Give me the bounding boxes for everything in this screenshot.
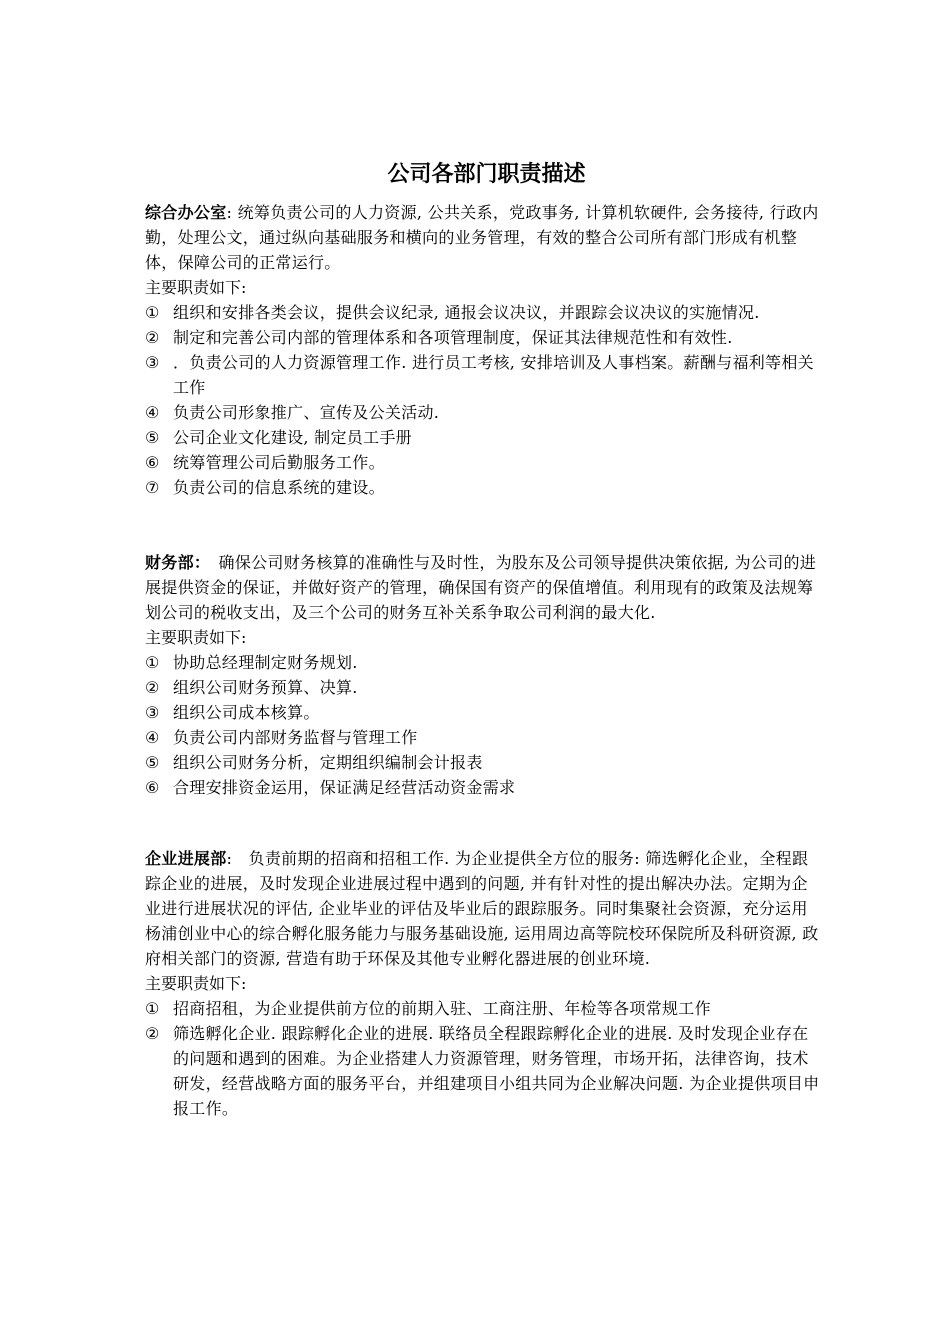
item-number: ⑥ [145, 453, 160, 472]
list-item [145, 450, 820, 475]
responsibilities-heading: 主要职责如下: [145, 278, 247, 297]
list-item [145, 725, 820, 750]
item-number: ⑤ [145, 428, 160, 447]
list-item [145, 1021, 820, 1121]
item-number: ③ [145, 703, 160, 722]
responsibility-list [145, 300, 820, 500]
item-text: 统筹管理公司后勤服务工作。 [173, 453, 385, 472]
section-spacer [145, 500, 820, 550]
item-number: ① [145, 653, 160, 672]
item-text: 合理安排资金运用，保证满足经营活动资金需求 [173, 778, 516, 797]
section-general-office [145, 200, 820, 500]
department-description-text: 负责前期的招商和招租工作. 为企业提供全方位的服务: 筛选孵化企业，全程跟踪企业的进展，及时发现企业进展过程中遇到的问题, 并有针对性的提出解决办法。定期为企业进行进展状况的评估, 企业毕业的评估及毕业后的跟踪服务。同时集聚社会资源，充分运用杨浦创业中心的综合孵化服务能力与服务基础设施, 运用周边高等院校环保院所及科研资源, 政府相关部门的资源, 营造有助于环保及其他专业孵化器进展的创业环境. [145, 849, 819, 968]
item-number: ④ [145, 403, 160, 422]
item-number: ④ [145, 728, 160, 747]
department-separator: : [226, 203, 233, 222]
item-text: 招商招租，为企业提供前方位的前期入驻、工商注册、年检等各项常规工作 [173, 999, 711, 1018]
item-number: ⑦ [145, 478, 160, 497]
item-text: 负责公司内部财务监督与管理工作 [173, 728, 418, 747]
department-separator: : [226, 849, 233, 868]
document-title: 公司各部门职责描述 [387, 161, 586, 187]
item-number: ① [145, 999, 160, 1018]
list-item [145, 350, 820, 400]
item-text: 组织和安排各类会议，提供会议纪录, 通报会议决议，并跟踪会议决议的实施情况. [173, 303, 760, 322]
responsibility-list [145, 996, 820, 1121]
item-number: ⑤ [145, 753, 160, 772]
section-description [145, 846, 820, 971]
item-text: 筛选孵化企业. 跟踪孵化企业的进展. 联络员全程跟踪孵化企业的进展. 及时发现企业存在的问题和遇到的困难。为企业搭建人力资源管理，财务管理，市场开拓，法律咨询，技术研发，经营战略方面的服务平台，并组建项目小组共同为企业解决问题. 为企业提供项目申报工作。 [173, 1024, 820, 1118]
item-text: 制定和完善公司内部的管理体系和各项管理制度，保证其法律规范性和有效性. [173, 328, 733, 347]
department-name: 企业进展部 [145, 849, 227, 868]
section-description [145, 200, 820, 275]
section-enterprise-development [145, 846, 820, 1121]
department-separator: ： [193, 553, 203, 572]
item-number: ⑥ [145, 778, 160, 797]
department-description-text: 确保公司财务核算的准确性与及时性，为股东及公司领导提供决策依据, 为公司的进展提供资金的保证，并做好资产的管理，确保国有资产的保值增值。利用现有的政策及法规筹划公司的税收支出，及三个公司的财务互补关系争取公司利润的最大化. [145, 553, 817, 622]
item-text: ．负责公司的人力资源管理工作. 进行员工考核, 安排培训及人事档案。薪酬与福利等相关工作 [173, 353, 814, 397]
responsibilities-heading: 主要职责如下: [145, 628, 247, 647]
section-spacer [145, 800, 820, 846]
item-number: ② [145, 678, 160, 697]
item-number: ② [145, 1024, 160, 1043]
responsibilities-heading: 主要职责如下: [145, 974, 247, 993]
list-item [145, 425, 820, 450]
section-description [145, 550, 820, 625]
list-item [145, 475, 820, 500]
responsibility-list [145, 650, 820, 800]
list-item [145, 675, 820, 700]
department-name: 财务部 [145, 553, 194, 572]
item-text: 协助总经理制定财务规划. [173, 653, 358, 672]
item-text: 公司企业文化建设, 制定员工手册 [173, 428, 412, 447]
list-item [145, 300, 820, 325]
item-text: 组织公司财务预算、决算. [173, 678, 358, 697]
section-finance [145, 550, 820, 800]
item-number: ② [145, 328, 160, 347]
list-item [145, 325, 820, 350]
list-item [145, 700, 820, 725]
department-name: 综合办公室 [145, 203, 227, 222]
list-item [145, 750, 820, 775]
list-item [145, 400, 820, 425]
list-item [145, 775, 820, 800]
item-text: 组织公司财务分析，定期组织编制会计报表 [173, 753, 483, 772]
item-text: 负责公司的信息系统的建设。 [173, 478, 385, 497]
item-number: ③ [145, 353, 160, 372]
item-text: 组织公司成本核算。 [173, 703, 320, 722]
item-text: 负责公司形象推广、宣传及公关活动. [173, 403, 440, 422]
list-item [145, 996, 820, 1021]
item-number: ① [145, 303, 160, 322]
list-item [145, 650, 820, 675]
department-description-text: 统筹负责公司的人力资源, 公共关系，党政事务, 计算机软硬件, 会务接待, 行政内勤，处理公文，通过纵向基础服务和横向的业务管理，有效的整合公司所有部门形成有机整体，保障公司的正常运行。 [145, 203, 819, 272]
